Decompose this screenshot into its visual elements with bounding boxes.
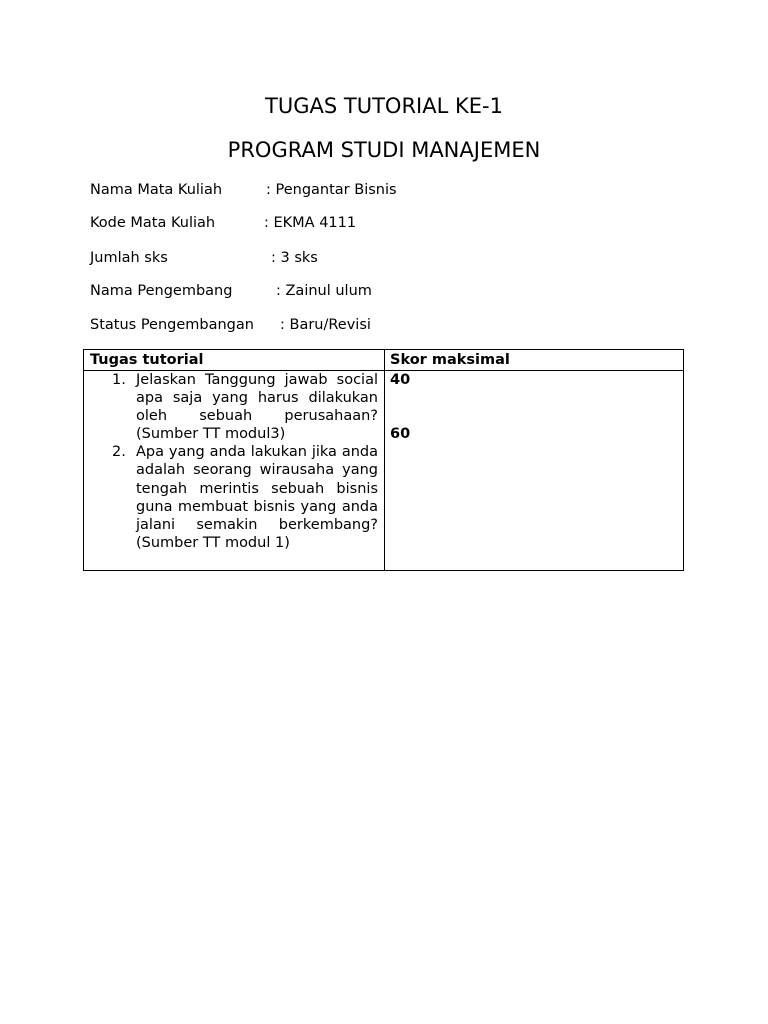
task-item	[84, 443, 384, 552]
info-label: Status Pengembangan	[90, 317, 254, 333]
table-column-divider	[384, 350, 385, 570]
table-header-score: Skor maksimal	[390, 352, 510, 368]
document-title: TUGAS TUTORIAL KE-1	[265, 94, 503, 118]
table-header-task: Tugas tutorial	[90, 352, 204, 368]
tutorial-task-table	[83, 349, 684, 571]
info-value: : Zainul ulum	[276, 283, 372, 299]
program-title: PROGRAM STUDI MANAJEMEN	[227, 138, 541, 162]
task-text: Jelaskan Tanggung jawab social apa saja yang harus dilakukan oleh sebuah perusahaan? (Sumber TT modul3)	[136, 372, 378, 443]
info-value: : Baru/Revisi	[280, 317, 371, 333]
info-label: Nama Pengembang	[90, 283, 233, 299]
task-score: 40	[390, 372, 411, 388]
task-score: 60	[390, 426, 411, 442]
info-value: : 3 sks	[271, 250, 318, 266]
info-label: Kode Mata Kuliah	[90, 215, 216, 231]
info-label: Nama Mata Kuliah	[90, 182, 223, 198]
task-list	[84, 371, 384, 552]
task-number: 2.	[112, 444, 126, 461]
task-item	[84, 371, 384, 443]
task-text: Apa yang anda lakukan jika anda adalah seorang wirausaha yang tengah merintis sebuah bisnis guna membuat bisnis yang anda jalani semakin berkembang?(Sumber TT modul 1)	[136, 444, 378, 551]
info-label: Jumlah sks	[90, 250, 168, 266]
info-value: : EKMA 4111	[264, 215, 357, 231]
info-value: : Pengantar Bisnis	[266, 182, 397, 198]
task-number: 1.	[112, 372, 126, 388]
